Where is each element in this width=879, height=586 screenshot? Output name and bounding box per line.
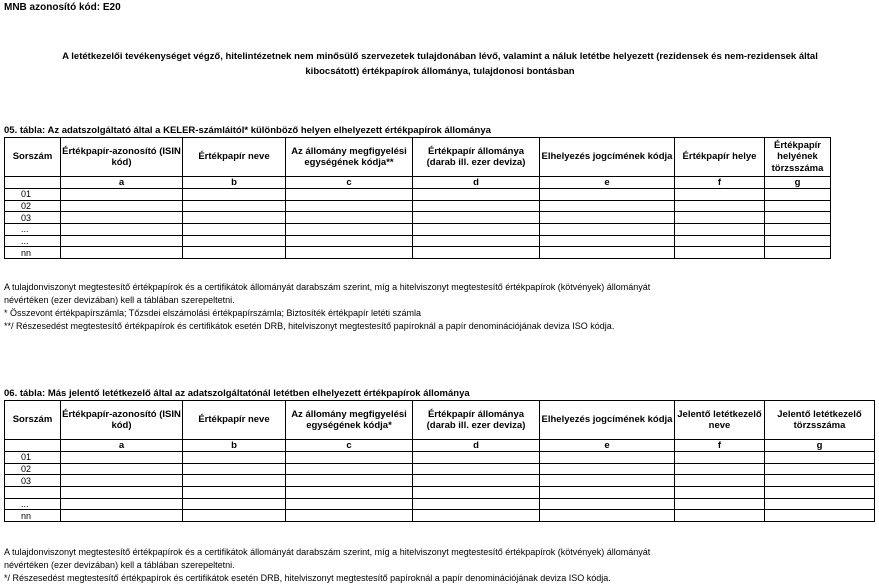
data-cell[interactable] [540, 212, 675, 224]
table05-header-cell: Értékpapír-azonosító (ISIN kód) [61, 138, 183, 177]
data-cell[interactable] [675, 235, 765, 247]
table06-header-cell: Értékpapír neve [183, 401, 286, 440]
table05-letter-row [5, 177, 831, 189]
data-cell[interactable] [540, 510, 675, 522]
data-cell[interactable] [413, 510, 540, 522]
data-cell[interactable] [540, 247, 675, 259]
data-cell[interactable] [675, 498, 765, 510]
data-cell[interactable] [540, 235, 675, 247]
data-cell[interactable] [183, 247, 286, 259]
data-cell[interactable] [765, 212, 831, 224]
table-row [5, 235, 831, 247]
letter-cell: a [61, 177, 183, 189]
data-cell[interactable] [286, 475, 413, 487]
data-cell[interactable] [286, 200, 413, 212]
data-cell[interactable] [286, 487, 413, 499]
data-cell[interactable] [540, 189, 675, 201]
table-row [5, 247, 831, 259]
table06-notes [4, 546, 650, 585]
data-cell[interactable] [675, 487, 765, 499]
data-cell[interactable] [61, 224, 183, 236]
data-cell[interactable] [765, 475, 875, 487]
table-row [5, 487, 875, 499]
letter-cell [5, 177, 61, 189]
data-cell[interactable] [286, 510, 413, 522]
letter-cell: c [286, 440, 413, 452]
note-line: * Összevont értékpapírszámla; Tőzsdei elszámolási értékpapírszámla; Biztosíték értékpapír letéti számla [4, 308, 422, 318]
row-number: ... [5, 235, 61, 247]
table05-header-cell: Értékpapír neve [183, 138, 286, 177]
data-cell[interactable] [61, 498, 183, 510]
data-cell[interactable] [183, 224, 286, 236]
table-row [5, 200, 831, 212]
data-cell[interactable] [413, 200, 540, 212]
table05 [4, 137, 831, 259]
letter-cell: d [413, 177, 540, 189]
data-cell[interactable] [765, 189, 831, 201]
row-number: nn [5, 510, 61, 522]
data-cell[interactable] [286, 212, 413, 224]
table-row [5, 510, 875, 522]
data-cell[interactable] [61, 200, 183, 212]
table05-notes [4, 281, 650, 333]
data-cell[interactable] [765, 510, 875, 522]
table-row [5, 212, 831, 224]
table06 [4, 400, 875, 522]
data-cell[interactable] [413, 189, 540, 201]
table06-header-cell: Elhelyezés jogcímének kódja [540, 401, 675, 440]
table06-header-cell: Jelentő letétkezelő törzsszáma [765, 401, 875, 440]
row-number: ... [5, 224, 61, 236]
data-cell[interactable] [540, 475, 675, 487]
row-number [5, 487, 61, 499]
note-line: **/ Részesedést megtestesítő értékpapírok és certifikátok esetén DRB, hitelviszonyt megtestesítő papíroknál a papír denominációjának deviza ISO kódja. [4, 321, 615, 331]
data-cell[interactable] [675, 510, 765, 522]
table-row [5, 498, 875, 510]
data-cell[interactable] [765, 224, 831, 236]
data-cell[interactable] [765, 235, 831, 247]
mnb-code: MNB azonosító kód: E20 [4, 2, 121, 13]
table05-title: 05. tábla: Az adatszolgáltató által a KELER-számláitól* különböző helyen elhelyezett értékpapírok állománya [4, 125, 491, 136]
data-cell[interactable] [540, 200, 675, 212]
intro-text [20, 49, 860, 79]
table05-header-row [5, 138, 831, 177]
data-cell[interactable] [61, 235, 183, 247]
data-cell[interactable] [540, 452, 675, 464]
letter-cell: e [540, 440, 675, 452]
table06-header-cell: Jelentő letétkezelő neve [675, 401, 765, 440]
data-cell[interactable] [286, 247, 413, 259]
data-cell[interactable] [286, 189, 413, 201]
letter-cell: d [413, 440, 540, 452]
data-cell[interactable] [61, 212, 183, 224]
table-row [5, 452, 875, 464]
table06-header-cell: Az állomány megfigyelési egységének kódja* [286, 401, 413, 440]
data-cell[interactable] [413, 224, 540, 236]
row-number: 02 [5, 200, 61, 212]
data-cell[interactable] [675, 475, 765, 487]
letter-cell [5, 440, 61, 452]
table-row [5, 224, 831, 236]
data-cell[interactable] [286, 498, 413, 510]
data-cell[interactable] [413, 463, 540, 475]
data-cell[interactable] [675, 212, 765, 224]
letter-cell: e [540, 177, 675, 189]
row-number: ... [5, 498, 61, 510]
data-cell[interactable] [413, 247, 540, 259]
data-cell[interactable] [61, 463, 183, 475]
table06-header-cell: Értékpapír-azonosító (ISIN kód) [61, 401, 183, 440]
data-cell[interactable] [183, 475, 286, 487]
row-number: 03 [5, 475, 61, 487]
table05-header-cell: Sorszám [5, 138, 61, 177]
row-number: 01 [5, 452, 61, 464]
intro-line-1: A letétkezelői tevékenységet végző, hitelintézetnek nem minősülő szervezetek tulajdonában lévő, valamint a náluk letétbe helyezett (rezidensek és nem-rezidensek által [62, 51, 818, 62]
table-row [5, 475, 875, 487]
data-cell[interactable] [675, 189, 765, 201]
table05-header-cell: Értékpapír helye [675, 138, 765, 177]
data-cell[interactable] [183, 200, 286, 212]
data-cell[interactable] [413, 498, 540, 510]
table06-header-row [5, 401, 875, 440]
data-cell[interactable] [183, 235, 286, 247]
table05-header-cell: Az állomány megfigyelési egységének kódja** [286, 138, 413, 177]
data-cell[interactable] [675, 247, 765, 259]
table06-header-cell: Sorszám [5, 401, 61, 440]
data-cell[interactable] [61, 487, 183, 499]
data-cell[interactable] [183, 487, 286, 499]
letter-cell: f [675, 440, 765, 452]
data-cell[interactable] [61, 510, 183, 522]
note-line: A tulajdonviszonyt megtestesítő értékpapírok és a certifikátok állományát darabszám szerint, míg a hitelviszonyt megtestesítő értékpapírok (kötvények) állományát [4, 282, 651, 292]
letter-cell: g [765, 177, 831, 189]
table-row [5, 189, 831, 201]
table05-header-cell: Értékpapír helyének törzsszáma [765, 138, 831, 177]
data-cell[interactable] [540, 487, 675, 499]
data-cell[interactable] [540, 463, 675, 475]
intro-line-2: kibocsátott) értékpapírok állománya, tulajdonosi bontásban [305, 66, 575, 77]
data-cell[interactable] [413, 235, 540, 247]
data-cell[interactable] [286, 463, 413, 475]
row-number: 01 [5, 189, 61, 201]
letter-cell: a [61, 440, 183, 452]
data-cell[interactable] [765, 200, 831, 212]
data-cell[interactable] [183, 463, 286, 475]
data-cell[interactable] [675, 200, 765, 212]
data-cell[interactable] [183, 212, 286, 224]
data-cell[interactable] [61, 452, 183, 464]
letter-cell: f [675, 177, 765, 189]
data-cell[interactable] [183, 452, 286, 464]
data-cell[interactable] [413, 212, 540, 224]
table06-title: 06. tábla: Más jelentő letétkezelő által az adatszolgáltatónál letétben elhelyezett értékpapírok állománya [4, 388, 470, 399]
data-cell[interactable] [765, 498, 875, 510]
letter-cell: c [286, 177, 413, 189]
data-cell[interactable] [183, 189, 286, 201]
data-cell[interactable] [61, 247, 183, 259]
data-cell[interactable] [675, 224, 765, 236]
data-cell[interactable] [540, 224, 675, 236]
table-row [5, 463, 875, 475]
data-cell[interactable] [286, 452, 413, 464]
note-line: */ Részesedést megtestesítő értékpapírok és certifikátok esetén DRB, hitelviszonyt megtestesítő papíroknál a papír denominációjának deviza ISO kódja. [4, 573, 611, 583]
row-number: 03 [5, 212, 61, 224]
data-cell[interactable] [540, 498, 675, 510]
data-cell[interactable] [765, 247, 831, 259]
table05-header-cell: Elhelyezés jogcímének kódja [540, 138, 675, 177]
note-line: névértéken (ezer devizában) kell a táblában szerepeltetni. [4, 295, 235, 305]
data-cell[interactable] [765, 487, 875, 499]
letter-cell: b [183, 177, 286, 189]
data-cell[interactable] [675, 452, 765, 464]
table06-header-cell: Értékpapír állománya (darab ill. ezer deviza) [413, 401, 540, 440]
data-cell[interactable] [286, 235, 413, 247]
table05-header-cell: Értékpapír állománya (darab ill. ezer deviza) [413, 138, 540, 177]
data-cell[interactable] [413, 475, 540, 487]
row-number: nn [5, 247, 61, 259]
data-cell[interactable] [183, 498, 286, 510]
data-cell[interactable] [61, 189, 183, 201]
letter-cell: g [765, 440, 875, 452]
data-cell[interactable] [61, 475, 183, 487]
data-cell[interactable] [765, 463, 875, 475]
data-cell[interactable] [675, 463, 765, 475]
letter-cell: b [183, 440, 286, 452]
data-cell[interactable] [413, 452, 540, 464]
table06-letter-row [5, 440, 875, 452]
data-cell[interactable] [183, 510, 286, 522]
data-cell[interactable] [765, 452, 875, 464]
data-cell[interactable] [413, 487, 540, 499]
row-number: 02 [5, 463, 61, 475]
note-line: A tulajdonviszonyt megtestesítő értékpapírok és a certifikátok állományát darabszám szerint, míg a hitelviszonyt megtestesítő értékpapírok (kötvények) állományát [4, 547, 651, 557]
data-cell[interactable] [286, 224, 413, 236]
note-line: névértéken (ezer devizában) kell a táblában szerepeltetni. [4, 560, 235, 570]
